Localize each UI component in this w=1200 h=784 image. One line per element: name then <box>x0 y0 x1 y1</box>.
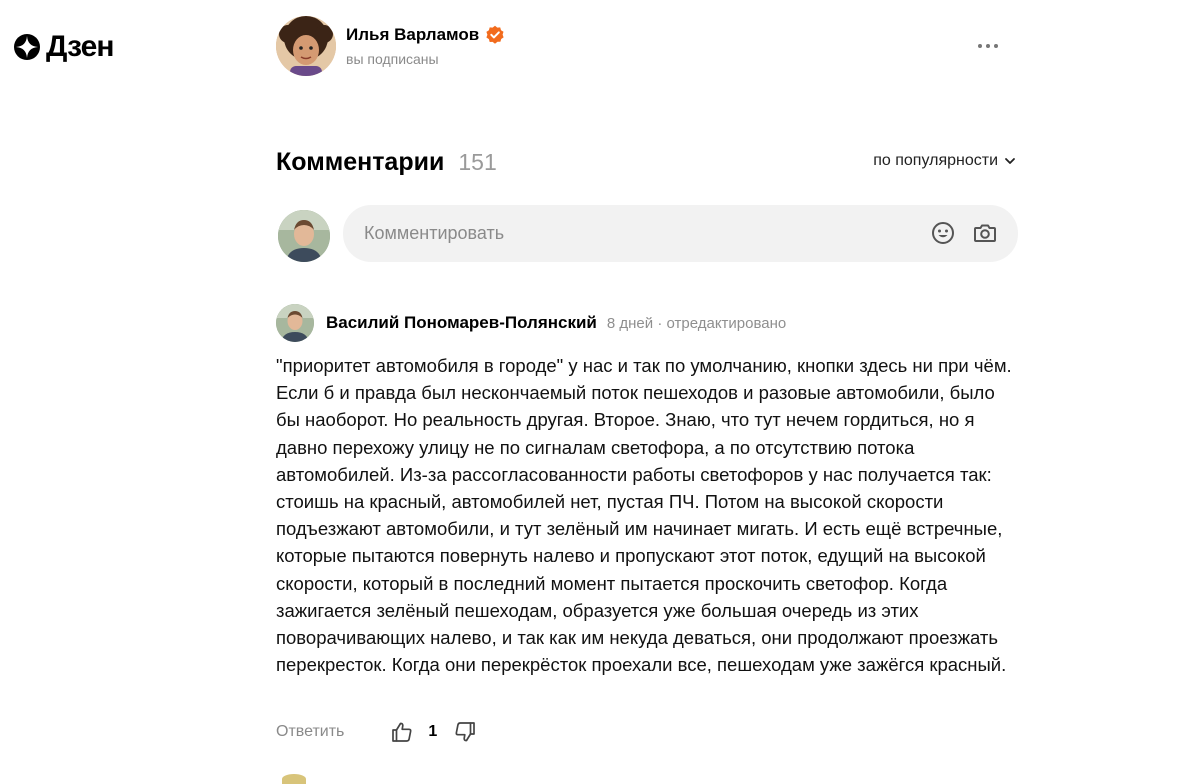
comment-actions <box>276 720 477 744</box>
comments-title: Комментарии <box>276 148 445 176</box>
current-user-avatar[interactable] <box>278 210 330 262</box>
thumbs-up-icon[interactable] <box>390 720 414 744</box>
channel-header <box>276 16 505 76</box>
verified-check-icon <box>485 25 505 45</box>
dot <box>994 44 998 48</box>
channel-avatar[interactable] <box>276 16 336 76</box>
comment-author-avatar[interactable] <box>276 304 314 342</box>
subscription-status: вы подписаны <box>346 51 439 67</box>
emoji-icon[interactable] <box>930 220 956 246</box>
comment-text: "приоритет автомобиля в городе" у нас и так по умолчанию, кнопки здесь ни при чём. Если б и правда был нескончаемый поток пешеходов и разовые автомобили, было бы наоборот. Но реальность другая. Второе. Знаю, что тут нечем гордиться, но я давно перехожу улицу не по сигналам светофора, а по отсутствию потока автомобилей. Из-за рассогласованности работы светофоров у нас получается так: стоишь на красный, автомобилей нет, пустая ПЧ. Потом на высокой скорости подъезжают автомобили, и тут зелёный им начинает мигать. И есть ещё встречные, которые пытаются повернуть налево и пропускают этот поток, едущий на высокой скорости, который в последний момент пытается проскочить светофор. Когда зажигается зелёный пешеходам, образуется уже большая очередь из этих поворачивающих налево, и так как им некуда деваться, они продолжают проезжать перекресток. Когда они перекрёсток проехали все, пешеходам уже зажёгся красный. <box>276 355 1012 676</box>
dzen-logo[interactable] <box>14 30 113 64</box>
comment-meta <box>326 313 786 333</box>
dzen-star-icon <box>14 34 40 60</box>
next-comment-avatar <box>282 774 306 784</box>
comment-author-name[interactable]: Василий Пономарев-Полянский <box>326 313 597 332</box>
dot <box>978 44 982 48</box>
like-count: 1 <box>428 723 438 740</box>
chevron-down-icon <box>1004 155 1016 167</box>
dot <box>986 44 990 48</box>
reply-button[interactable]: Ответить <box>276 723 345 740</box>
sort-label: по популярности <box>873 152 998 169</box>
camera-icon[interactable] <box>972 220 998 246</box>
thumbs-down-icon[interactable] <box>453 720 477 744</box>
comment-input[interactable] <box>343 205 1018 262</box>
comments-count: 151 <box>458 149 497 175</box>
sort-dropdown[interactable] <box>873 152 1016 170</box>
more-dots-icon[interactable] <box>970 34 1006 58</box>
logo-text: Дзен <box>46 30 114 63</box>
comments-header <box>276 148 1016 177</box>
channel-name[interactable]: Илья Варламов <box>346 25 480 44</box>
comment-timestamp: 8 дней · отредактировано <box>606 315 787 332</box>
